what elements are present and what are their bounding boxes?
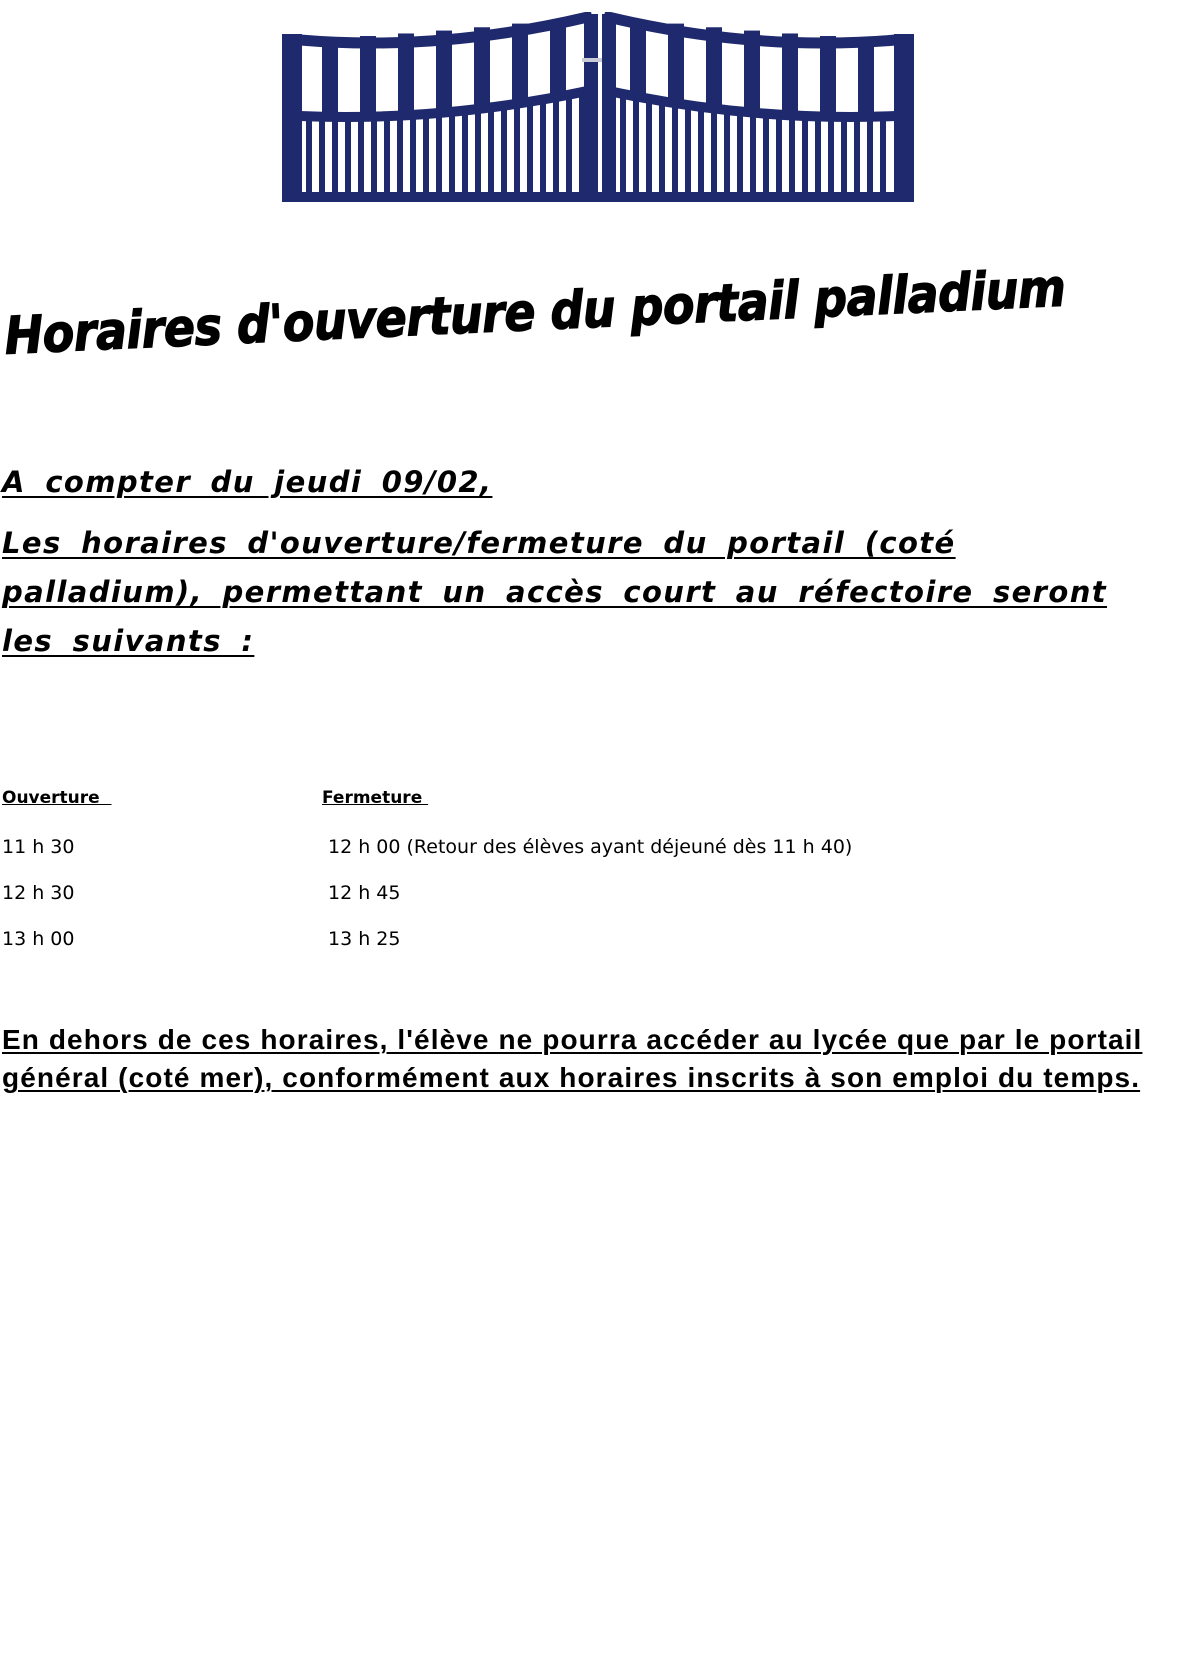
closing-time: 13 h 25 [328,928,401,950]
opening-time: 12 h 30 [2,882,75,904]
intro-text: Les horaires d'ouverture/fermeture du portail (coté palladium), permettant un accès court au réfectoire seront les suivants : [2,526,1108,658]
closing-column-header: Fermeture [322,788,429,808]
page-title: Horaires d'ouverture du portail palladium [3,257,1067,366]
intro-date: A compter du jeudi 09/02, [2,465,493,499]
gate-illustration [282,12,914,202]
opening-time: 13 h 00 [2,928,75,950]
closing-time: 12 h 00 (Retour des élèves ayant déjeuné dès 11 h 40) [328,836,853,858]
opening-time: 11 h 30 [2,836,75,858]
access-warning: En dehors de ces horaires, l'élève ne pourra accéder au lycée que par le portail général (coté mer), conformément aux horaires inscrits à son emploi du temps. [2,1024,1143,1093]
schedule-row [0,836,1150,866]
closing-time: 12 h 45 [328,882,401,904]
opening-column-header: Ouverture [2,788,112,808]
schedule-row [0,882,1150,912]
schedule-row [0,928,1150,958]
